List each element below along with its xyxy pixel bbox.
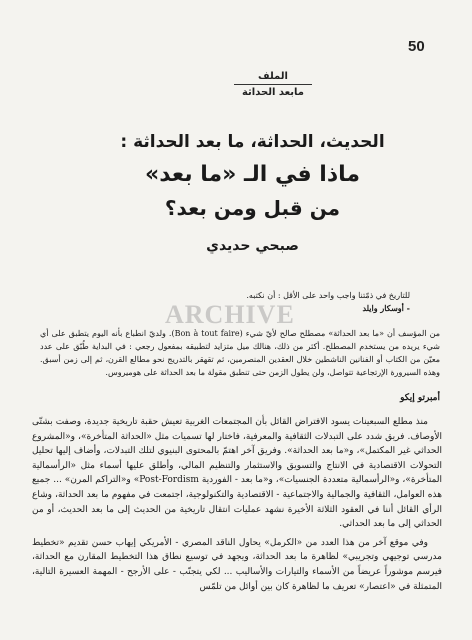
page-number: 50 <box>408 38 425 55</box>
intro-quote: من المؤسف أن «ما بعد الحداثة» مصطلح صالح لأيّ شيء (Bon à tout faire). ولديّ انطباع بأنه اليوم يتطبق على أي شيء يريده من يستخدم المصطلح. أكثر من ذلك، هنالك ميل متزايد لتطبيقه بمفعول رجعي : في البداية طُبّق على عدد معيّن من الكتاب أو الفنانين الناشطين خلال العقدين المنصرمين، ثم تقهقر بالتدريج نحو مطالع القرن، ثم إلى زمن أسبق. وهذه السيرورة الإرتجاعية تتواصل، ولن يطول الزمن حتى تنطبق مقولة ما بعد الحداثة على هوميروس. <box>40 329 440 377</box>
article-author: صبحي حديدي <box>206 238 299 254</box>
epigraph-text: للتاريخ في ذمّتنا واجب واحد على الأقل : أن نكتبه. <box>246 291 410 300</box>
epigraph-source: - أوسكار وايلد <box>362 303 410 313</box>
article-headings <box>100 130 405 256</box>
article-body <box>32 415 442 594</box>
archive-watermark: ARCHIVE <box>165 300 295 329</box>
section-tag <box>234 70 312 100</box>
body-paragraph: منذ مطلع السبعينات يسود الافتراض القائل بأن المجتمعات الغربية تعيش حقبة تاريخية جديدة، وصفت بشتّى الأوصاف. فريق شدد على التبدلات الثقافية والمعرفية، فاختار لها تسميات مثل «الحداثة المتأخرة»، و«المشروع الحداثي غير المكتمل»، و«ما بعد الحداثة». وفريق آخر اهتمّ بالمحتوى البنيوي لتلك التبدلات، وأضاف إليها تحليل التحولات الاقتصادية في الانتاج والتسويق والاستثمار والتنظيم المالي، وأطلق عليها أسماء مثل «الرأسمالية المتأخرة»، و«الرأسمالية متعددة الجنسيات»، و«ما بعد - الفوردية Post-Fordism» و«التراكم المرن» ... جميع هذه العوامل، الثقافية والجمالية والاجتماعية - الاقتصادية والتكنولوجية، اجتمعت في مفهوم ما بعد الحداثة، وشاع الرأي القائل أننا في العقود الثلاثة الأخيرة نشهد عمليات انتقال تاريخية من الحديث إلى ما بعد الحديث، أو من الحداثي إلى ما بعد الحداثي. <box>32 417 442 530</box>
body-paragraph: وفي موقع آخر من هذا العدد من «الكرمل» يحاول الناقد المصري - الأمريكي إيهاب حسن تقديم «تخطيط مدرسي توجيهي وتجريبي» لظاهرة ما بعد الحداثة، ويجهد في توسيع نطاق هذا التخطيط المقارن مع الحداثة، فيرسم موشوراً عريضاً من الأسماء والتيارات والأساليب ... لكي يتجنّب - على الأرجح - المهمة العسيرة التالية، المتمثلة في «اعتصار» تعريف ما لظاهرة كان بين أوائل من تلمّس <box>32 537 442 592</box>
article-title: ماذا في الـ «ما بعد» <box>144 162 361 187</box>
section-name: مابعد الحداثة <box>234 84 312 100</box>
epigraph <box>80 290 410 314</box>
article-title-line-2: من قبل ومن بعد؟ <box>164 196 341 220</box>
article-supertitle: الحديث، الحداثة، ما بعد الحداثة : <box>120 132 385 152</box>
section-label: الملف <box>258 71 288 82</box>
intro-quote-source: أمبرتو إيكو <box>400 393 440 403</box>
